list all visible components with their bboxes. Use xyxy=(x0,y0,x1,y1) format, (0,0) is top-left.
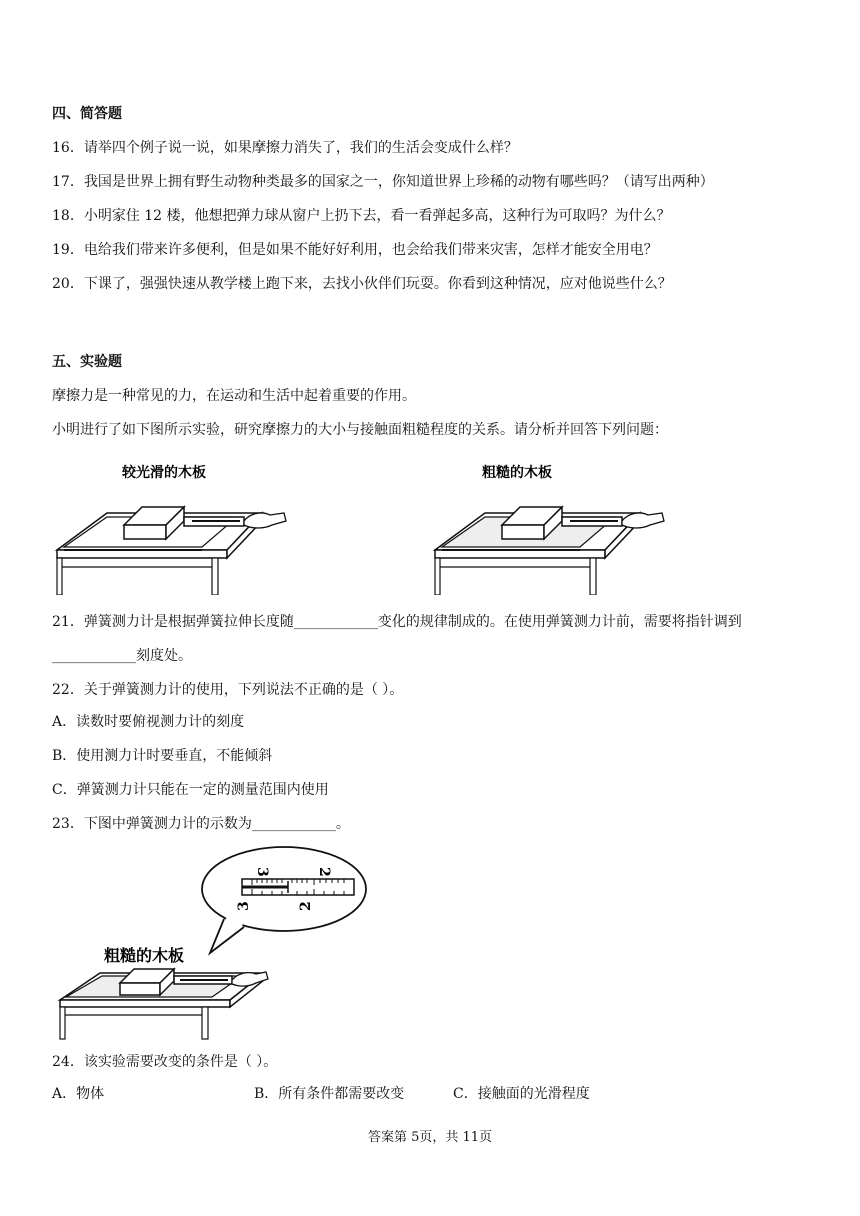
experiment-intro-2: 小明进行了如下图所示实验，研究摩擦力的大小与接触面粗糙程度的关系。请分析并回答下列问题： xyxy=(52,422,668,438)
question-17: 17．我国是世界上拥有野生动物种类最多的国家之一，你知道世界上珍稀的动物有哪些吗？（请写出两种） xyxy=(52,174,714,190)
section-title-short-answer: 四、简答题 xyxy=(52,106,122,122)
question-16: 16．请举四个例子说一说，如果摩擦力消失了，我们的生活会变成什么样？ xyxy=(52,140,518,156)
scale-label-3-top: 3 xyxy=(254,867,270,877)
question-23: 23．下图中弹簧测力计的示数为____________。 xyxy=(52,816,350,832)
question-21-line-2: ____________刻度处。 xyxy=(52,648,192,664)
page-footer: 答案第 5页，共 11页 xyxy=(367,1130,493,1145)
scale-label-2-top: 2 xyxy=(316,867,332,877)
question-20: 20．下课了，强强快速从教学楼上跑下来，去找小伙伴们玩耍。你看到这种情况，应对他说些什么？ xyxy=(52,276,672,292)
experiment-intro-1: 摩擦力是一种常见的力，在运动和生活中起着重要的作用。 xyxy=(52,388,416,404)
question-22-option-b: B．使用测力计时要垂直，不能倾斜 xyxy=(52,748,273,764)
figure-spring-scale-reading xyxy=(52,845,392,1040)
question-21-line-1: 21．弹簧测力计是根据弹簧拉伸长度随____________变化的规律制成的。在使用弹簧测力计前，需要将指针调到 xyxy=(52,614,742,630)
question-24: 24．该实验需要改变的条件是（ ）。 xyxy=(52,1054,278,1070)
figure-smooth-board xyxy=(52,455,302,595)
question-24-option-a: A．物体 xyxy=(52,1086,105,1102)
figure-smooth-board-label: 较光滑的木板 xyxy=(122,465,206,481)
question-22-option-a: A．读数时要俯视测力计的刻度 xyxy=(52,714,245,730)
figure-rough-board xyxy=(430,455,680,595)
scale-label-2-bottom: 2 xyxy=(298,901,314,911)
section-title-experiment: 五、实验题 xyxy=(52,354,122,370)
question-18: 18．小明家住 12 楼，他想把弹力球从窗户上扔下去，看一看弹起多高，这种行为可取吗？为什么？ xyxy=(52,208,671,224)
question-19: 19．电给我们带来许多便利，但是如果不能好好利用，也会给我们带来灾害，怎样才能安全用电？ xyxy=(52,242,658,258)
figure-rough-board-label: 粗糙的木板 xyxy=(482,465,552,481)
scale-label-3-bottom: 3 xyxy=(236,901,252,911)
question-24-option-b: B．所有条件都需要改变 xyxy=(254,1086,405,1102)
question-24-option-c: C．接触面的光滑程度 xyxy=(453,1086,590,1102)
question-22-option-c: C．弹簧测力计只能在一定的测量范围内使用 xyxy=(52,782,329,798)
question-22: 22．关于弹簧测力计的使用，下列说法不正确的是（ ）。 xyxy=(52,682,404,698)
figure-rough-board-label-2: 粗糙的木板 xyxy=(104,946,185,965)
